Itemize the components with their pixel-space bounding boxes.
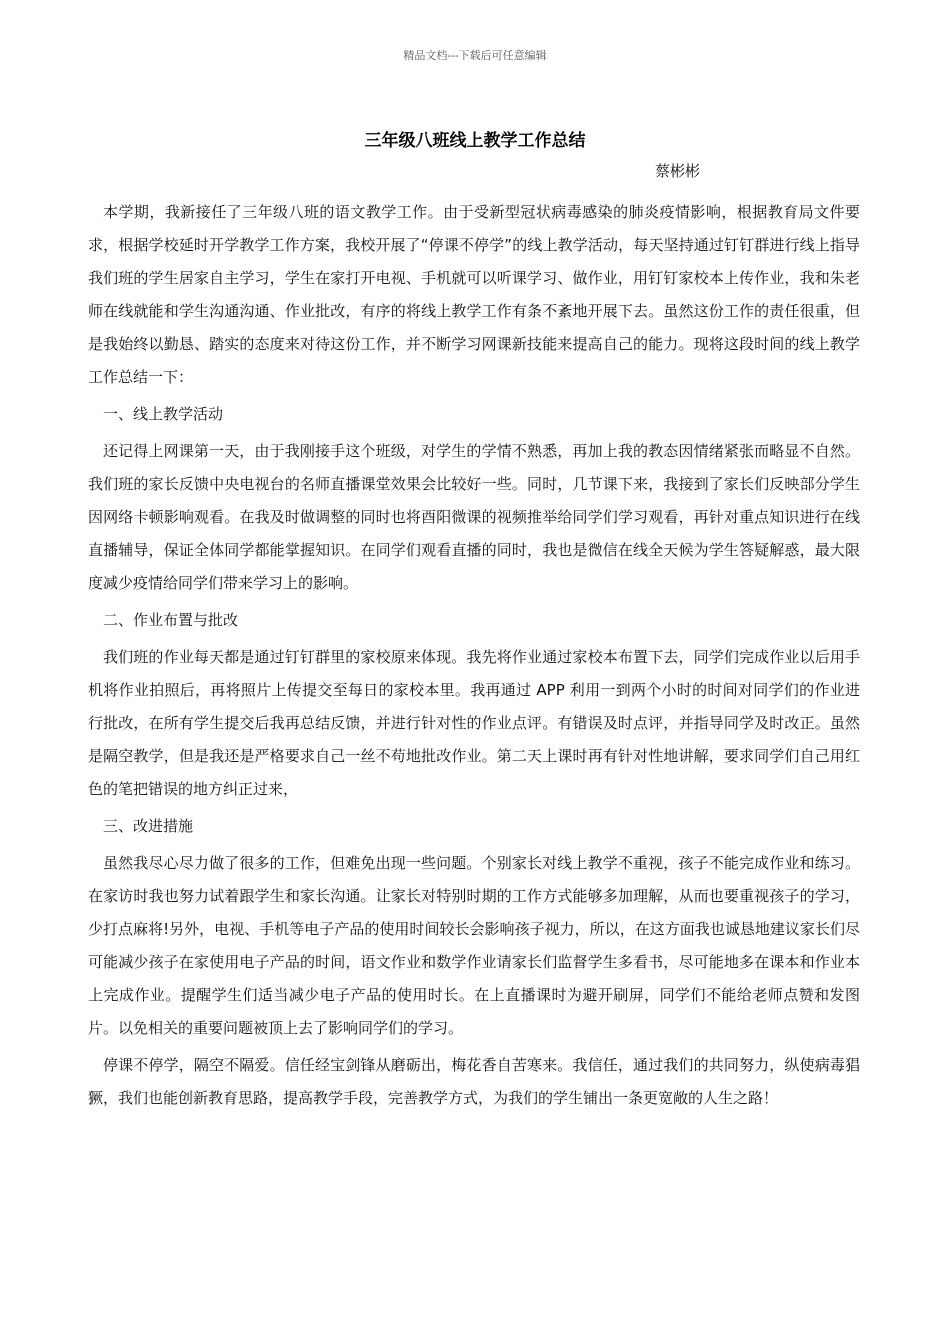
section-heading: 一、线上教学活动 bbox=[103, 405, 224, 423]
author-name: 蔡彬彬 bbox=[655, 162, 701, 180]
section-paragraph: 虽然我尽心尽力做了很多的工作，但难免出现一些问题。个别家长对线上教学不重视，孩子不能完成作业和练习。在家访时我也努力试着跟学生和家长沟通。让家长对特别时期的工作方式能够多加理解，从而也要重视孩子的学习，少打点麻将!另外，电视、手机等电子产品的使用时间较长会影响孩子视力，所以，在这方面我也诚恳地建议家长们尽可能减少孩子在家使用电子产品的时间，语文作业和数学作业请家长们监督学生多看书，尽可能地多在课本和作业本上完成作业。提醒学生们适当减少电子产品的使用时长。在上直播课时为避开刷屏，同学们不能给老师点赞和发图片。以免相关的重要问题被顶上去了影响同学们的学习。 bbox=[88, 854, 860, 1037]
section-paragraph: 还记得上网课第一天，由于我刚接手这个班级，对学生的学情不熟悉，再加上我的教态因情绪紧张而略显不自然。我们班的家长反馈中央电视台的名师直播课堂效果会比较好一些。同时，几节课下来，我接到了家长们反映部分学生因网络卡顿影响观看。在我及时做调整的同时也将酉阳微课的视频推举给同学们学习观看，再针对重点知识进行在线直播辅导，保证全体同学都能掌握知识。在同学们观看直播的同时，我也是微信在线全天候为学生答疑解惑，最大限度减少疫情给同学们带来学习上的影响。 bbox=[88, 442, 860, 592]
section-paragraph: 我们班的作业每天都是通过钉钉群里的家校原来体现。我先将作业通过家校本布置下去，同学们完成作业以后用手机将作业拍照后，再将照片上传提交至每日的家校本里。我再通过 APP 利用一到两个小时的时间对同学们的作业进行批改，在所有学生提交后我再总结反馈，并进行针对性的作业点评。有错误及时点评，并指导同学及时改正。虽然是隔空教学，但是我还是严格要求自己一丝不苟地批改作业。第二天上课时再有针对性地讲解，要求同学们自己用红色的笔把错误的地方纠正过来， bbox=[88, 648, 860, 798]
document-body bbox=[88, 196, 860, 1119]
closing-paragraph: 停课不停学，隔空不隔爱。信任经宝剑锋从磨砺出，梅花香自苦寒来。我信任，通过我们的共同努力，纵使病毒猖獗，我们也能创新教育思路，提高教学手段，完善教学方式，为我们的学生铺出一条更宽敞的人生之路！ bbox=[88, 1056, 860, 1107]
document-title: 三年级八班线上教学工作总结 bbox=[364, 131, 586, 151]
intro-paragraph: 本学期，我新接任了三年级八班的语文教学工作。由于受新型冠状病毒感染的肺炎疫情影响，根据教育局文件要求，根据学校延时开学教学工作方案，我校开展了“停课不停学”的线上教学活动，每天坚持通过钉钉群进行线上指导我们班的学生居家自主学习，学生在家打开电视、手机就可以听课学习、做作业，用钉钉家校本上传作业，我和朱老师在线就能和学生沟通沟通、作业批改，有序的将线上教学工作有条不紊地开展下去。虽然这份工作的责任很重，但是我始终以勤恳、踏实的态度来对待这份工作，并不断学习网课新技能来提高自己的能力。现将这段时间的线上教学工作总结一下： bbox=[88, 203, 860, 386]
page-header-note: 精品文档---下载后可任意编辑 bbox=[403, 49, 547, 62]
section-heading: 二、作业布置与批改 bbox=[103, 611, 239, 629]
section-heading: 三、改进措施 bbox=[103, 817, 194, 835]
